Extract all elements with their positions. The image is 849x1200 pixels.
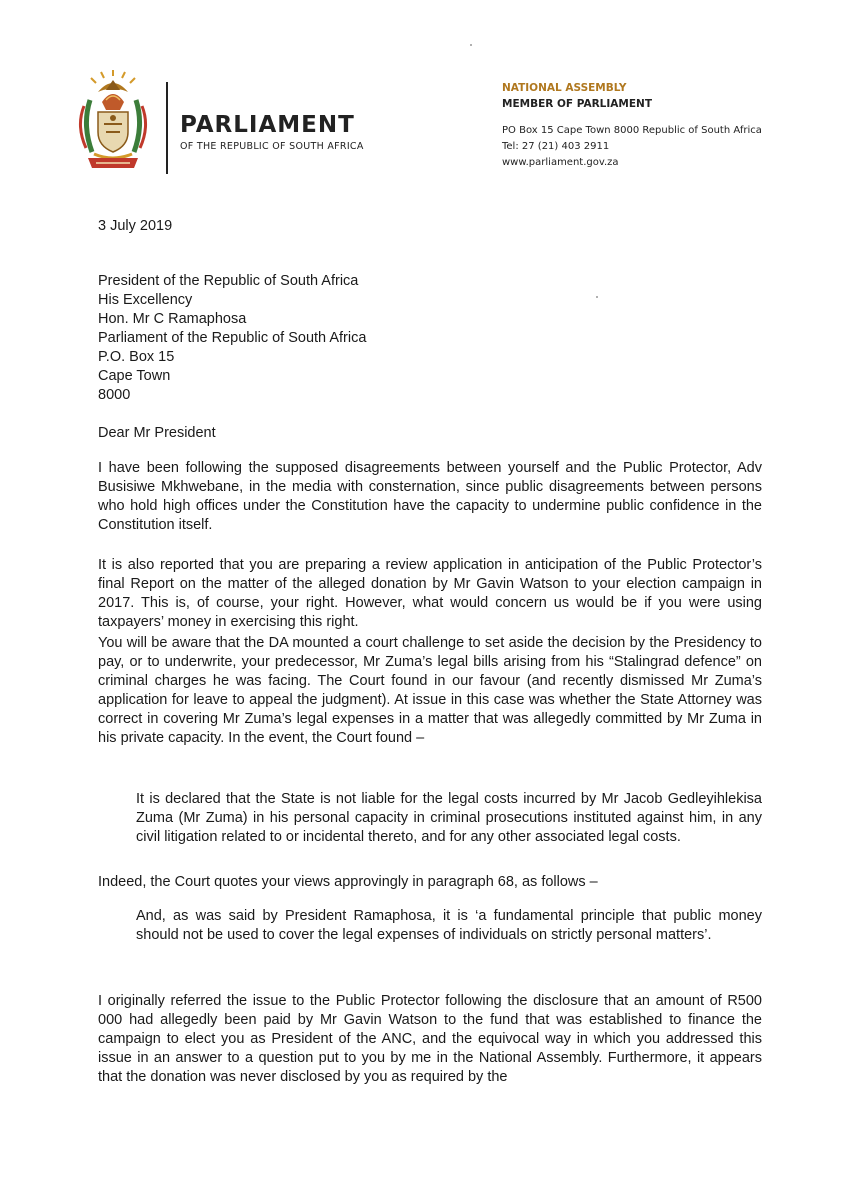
recipient-line: Cape Town	[98, 368, 171, 384]
postal-address: PO Box 15 Cape Town 8000 Republic of South Africa	[502, 125, 762, 136]
website: www.parliament.gov.za	[502, 157, 619, 168]
recipient-line: His Excellency	[98, 292, 193, 308]
paragraph-4: Indeed, the Court quotes your views approvingly in paragraph 68, as follows –	[98, 874, 598, 890]
paragraph-5: I originally referred the issue to the Public Protector following the disclosure that an amount of R500 000 had allegedly been paid by Mr Gavin Watson to the fund that was established to finance the campaign to elect you as President of the ANC, and the equivocal way in which you addressed this issue in an answer to a question put to you by me in the National Assembly. Furthermore, it appears that the donation was never disclosed by you as required by the	[98, 993, 762, 1085]
paragraph-1: I have been following the supposed disagreements between yourself and the Public Protector, Adv Busisiwe Mkhwebane, in the media with consternation, since public disagreements between persons who hold high offices under the Constitution have the capacity to undermine public confidence in the Constitution itself.	[98, 460, 762, 533]
recipient-line: 8000	[98, 387, 131, 403]
letterhead-name: PARLIAMENT	[180, 112, 355, 138]
coat-of-arms-icon	[68, 70, 158, 175]
telephone: Tel: 27 (21) 403 2911	[502, 141, 610, 152]
court-quote-2: And, as was said by President Ramaphosa, it is ‘a fundamental principle that public money should not be used to cover the legal expenses of individuals on strictly personal matters’.	[136, 908, 762, 943]
court-quote-1: It is declared that the State is not liable for the legal costs incurred by Mr Jacob Gedleyihlekisa Zuma (Mr Zuma) in his personal capacity in criminal prosecutions instituted against him, in any civil litigation related to or incidental thereto, and for any other associated legal costs.	[136, 791, 762, 845]
letterhead-divider	[166, 82, 168, 174]
recipient-line: Parliament of the Republic of South Africa	[98, 330, 367, 346]
scan-speck	[596, 296, 598, 298]
member-role: MEMBER OF PARLIAMENT	[502, 98, 652, 110]
recipient-line: President of the Republic of South Africa	[98, 273, 359, 289]
paragraph-2: It is also reported that you are preparing a review application in anticipation of the Public Protector’s final Report on the matter of the alleged donation by Mr Gavin Watson to your election campaign in 2017. This is, of course, your right. However, what would concern us would be if you were using taxpayers’ money in exercising this right.	[98, 557, 762, 630]
letterhead-subtitle: OF THE REPUBLIC OF SOUTH AFRICA	[180, 141, 364, 152]
contact-block	[502, 82, 762, 171]
recipient-line: P.O. Box 15	[98, 349, 175, 365]
scan-speck	[470, 44, 472, 46]
recipient-address	[98, 272, 366, 405]
salutation: Dear Mr President	[98, 425, 216, 441]
letter-date: 3 July 2019	[98, 218, 173, 234]
recipient-line: Hon. Mr C Ramaphosa	[98, 311, 247, 327]
house-name: NATIONAL ASSEMBLY	[502, 82, 627, 94]
paragraph-3: You will be aware that the DA mounted a court challenge to set aside the decision by the Presidency to pay, or to underwrite, your predecessor, Mr Zuma’s legal bills arising from his “Stalingrad defence” on criminal charges he was facing. The Court found in our favour (and recently dismissed Mr Zuma’s application for leave to appeal the judgment). At issue in this case was whether the State Attorney was correct in covering Mr Zuma’s legal expenses in a matter that was allegedly committed by Mr Zuma in his private capacity. In the event, the Court found –	[98, 635, 762, 746]
